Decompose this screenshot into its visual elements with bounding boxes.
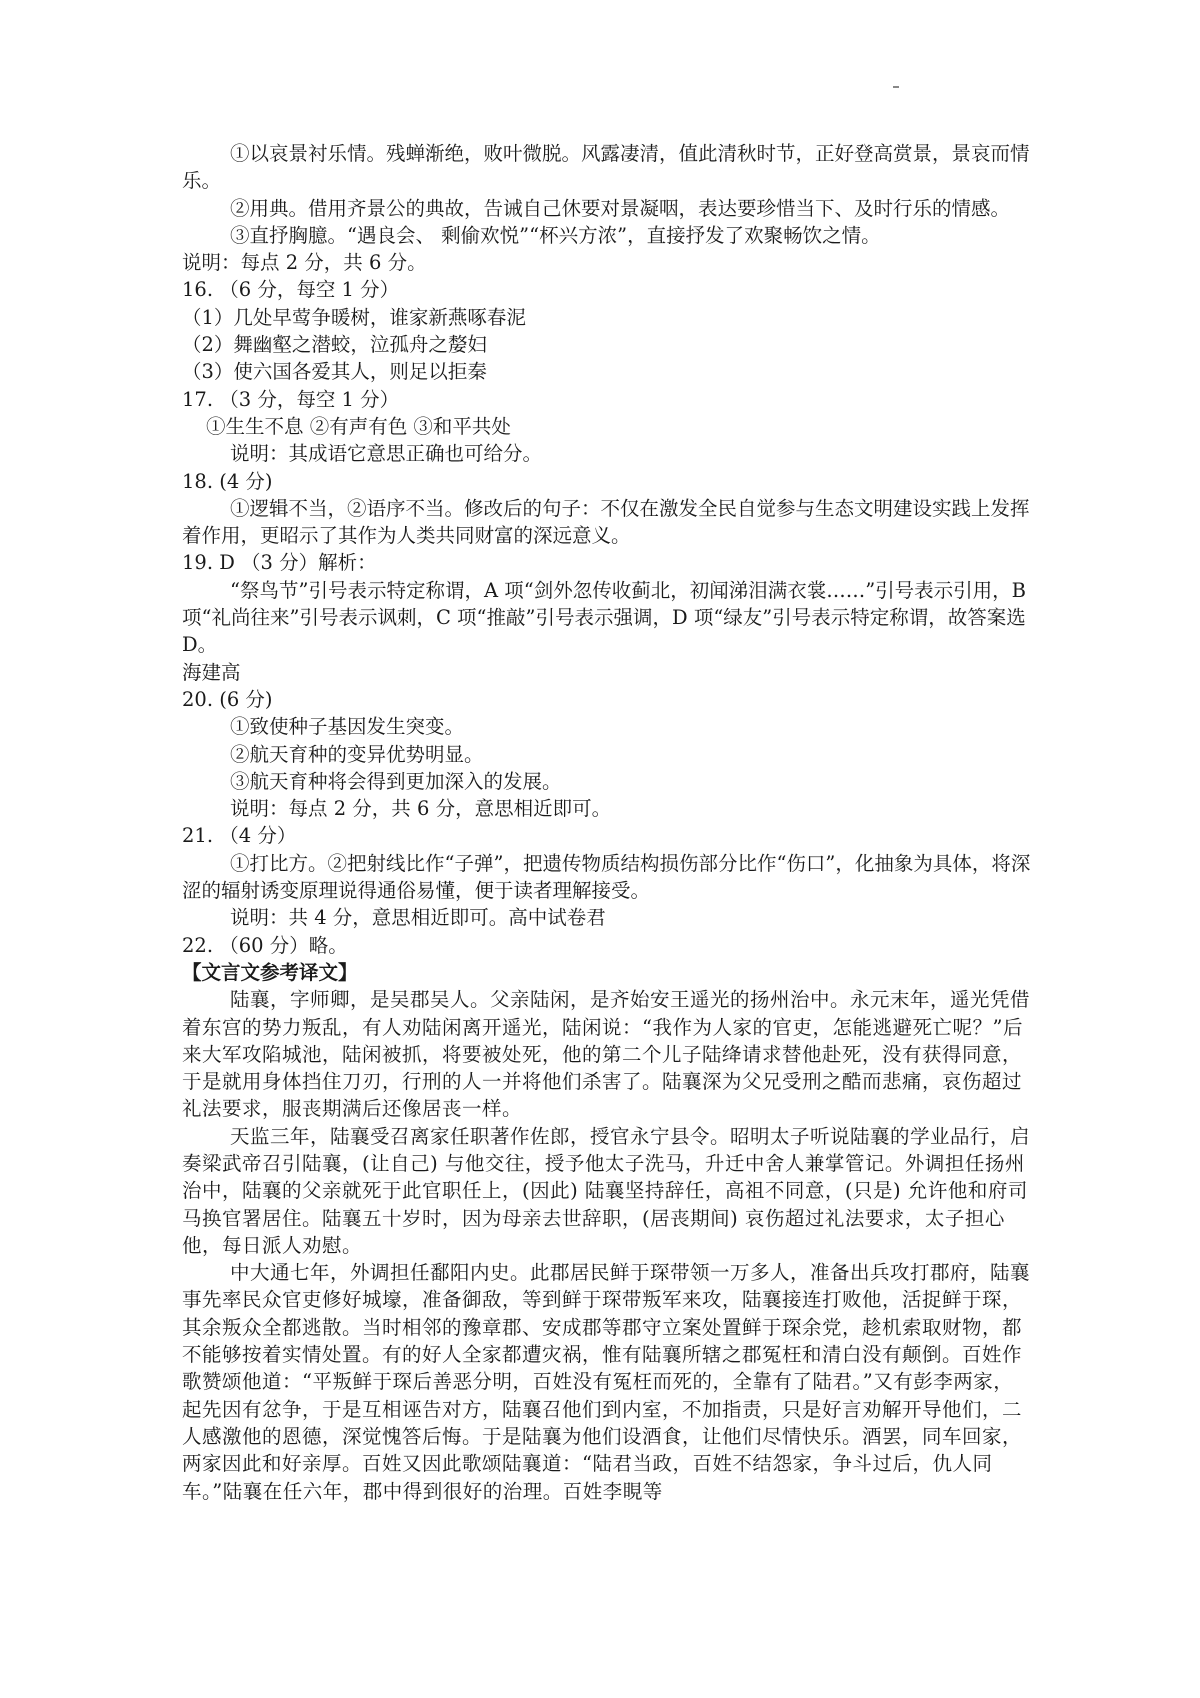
answer-20-2: ②航天育种的变异优势明显。 — [230, 742, 484, 766]
answer-17: ①生生不息 ②有声有色 ③和平共处 — [206, 414, 511, 438]
answer-15-point-2: ②用典。借用齐景公的典故，告诫自己休要对景凝咽，表达要珍惜当下、及时行乐的情感。 — [230, 196, 1011, 220]
translation-paragraph-2: 天监三年，陆襄受召离家任职著作佐郎，授官永宁县令。昭明太子听说陆襄的学业品行，启奏梁武帝召引陆襄，(让自己) 与他交往，授予他太子洗马，升迁中舍人兼掌管记。外调担任扬州治中，陆襄的父亲就死于此官职任上，(因此) 陆襄坚持辞任，高祖不同意，(只是) 允许他和府司马换官署居住。陆襄五十岁时，因为母亲去世辞职，(居丧期间) 哀伤超过礼法要求，太子担心他，每日派人劝慰。 — [182, 1124, 1031, 1257]
answer-15-note: 说明：每点 2 分，共 6 分。 — [182, 251, 427, 275]
question-20-header: 20. (6 分) — [182, 687, 273, 711]
translation-paragraph-1: 陆襄，字师卿，是吴郡吴人。父亲陆闲，是齐始安王遥光的扬州治中。永元末年，遥光凭借着东宫的势力叛乱，有人劝陆闲离开遥光，陆闲说：“我作为人家的官吏，怎能逃避死亡呢？”后来大军攻陷城池，陆闲被抓，将要被处死，他的第二个儿子陆绛请求替他赴死，没有获得同意，于是就用身体挡住刀刃，行刑的人一并将他们杀害了。陆襄深为父兄受刑之酷而悲痛，哀伤超过礼法要求，服丧期满后还像居丧一样。 — [182, 988, 1031, 1121]
answer-16-1: （1）几处早莺争暖树，谁家新燕啄春泥 — [182, 305, 526, 329]
answer-18: ①逻辑不当，②语序不当。修改后的句子：不仅在激发全民自觉参与生态文明建设实践上发挥着作用，更昭示了其作为人类共同财富的深远意义。 — [182, 496, 1030, 548]
answer-20-3: ③航天育种将会得到更加深入的发展。 — [230, 769, 562, 793]
answer-19: “祭鸟节”引号表示特定称谓，A 项“剑外忽传收蓟北，初闻涕泪满衣裳……”引号表示引用，B 项“礼尚往来”引号表示讽刺，C 项“推敲”引号表示强调，D 项“绿友”引号表示特定称谓，故答案选 D。 — [182, 578, 1026, 657]
question-19-header: 19. D （3 分）解析： — [182, 551, 377, 575]
question-16-header: 16. （6 分，每空 1 分） — [182, 278, 400, 302]
question-21-header: 21. （4 分） — [182, 824, 297, 848]
answer-20-1: ①致使种子基因发生突变。 — [230, 715, 465, 739]
translation-heading: 【文言文参考译文】 — [182, 960, 358, 984]
answer-page — [182, 140, 1032, 1505]
answer-17-note: 说明：其成语它意思正确也可给分。 — [230, 442, 543, 466]
answer-16-3: （3）使六国各爱其人，则足以拒秦 — [182, 360, 487, 384]
scan-mark — [893, 86, 899, 88]
answer-15-point-1: ①以哀景衬乐情。残蝉渐绝，败叶微脱。风露凄清，值此清秋时节，正好登高赏景，景哀而情乐。 — [182, 142, 1030, 193]
answer-21: ①打比方。②把射线比作“子弹”，把遗传物质结构损伤部分比作“伤口”，化抽象为具体，将深涩的辐射诱变原理说得通俗易懂，便于读者理解接受。 — [182, 851, 1031, 903]
answer-21-note: 说明：共 4 分，意思相近即可。高中试卷君 — [230, 906, 606, 930]
answer-20-note: 说明：每点 2 分，共 6 分，意思相近即可。 — [230, 797, 612, 821]
question-18-header: 18. (4 分) — [182, 469, 273, 493]
translation-paragraph-3: 中大通七年，外调担任鄱阳内史。此郡居民鲜于琛带领一万多人，准备出兵攻打郡府，陆襄事先率民众官吏修好城壕，准备御敌，等到鲜于琛带叛军来攻，陆襄接连打败他，活捉鲜于琛，其余叛众全都逃散。当时相邻的豫章郡、安成郡等郡守立案处置鲜于琛余党，趁机索取财物，都不能够按着实情处置。有的好人全家都遭灾祸，惟有陆襄所辖之郡冤枉和清白没有颠倒。百姓作歌赞颂他道：“平叛鲜于琛后善恶分明，百姓没有冤枉而死的，全靠有了陆君。”又有彭李两家，起先因有忿争，于是互相诬告对方，陆襄召他们到内室，不加指责，只是好言劝解开导他们，二人感激他的恩德，深觉愧答后悔。于是陆襄为他们设酒食，让他们尽情快乐。酒罢，同车回家，两家因此和好亲厚。百姓又因此歌颂陆襄道：“陆君当政，百姓不结怨家，争斗过后，仇人同车。”陆襄在任六年，郡中得到很好的治理。百姓李睍等 — [182, 1261, 1031, 1503]
watermark-text: 海建高 — [182, 660, 241, 684]
question-17-header: 17. （3 分，每空 1 分） — [182, 387, 400, 411]
answer-15-point-3: ③直抒胸臆。“遇良会、 剩偷欢悦”“杯兴方浓”，直接抒发了欢聚畅饮之情。 — [230, 223, 881, 247]
question-22: 22. （60 分）略。 — [182, 933, 348, 957]
answer-16-2: （2）舞幽壑之潜蛟，泣孤舟之嫠妇 — [182, 333, 487, 357]
